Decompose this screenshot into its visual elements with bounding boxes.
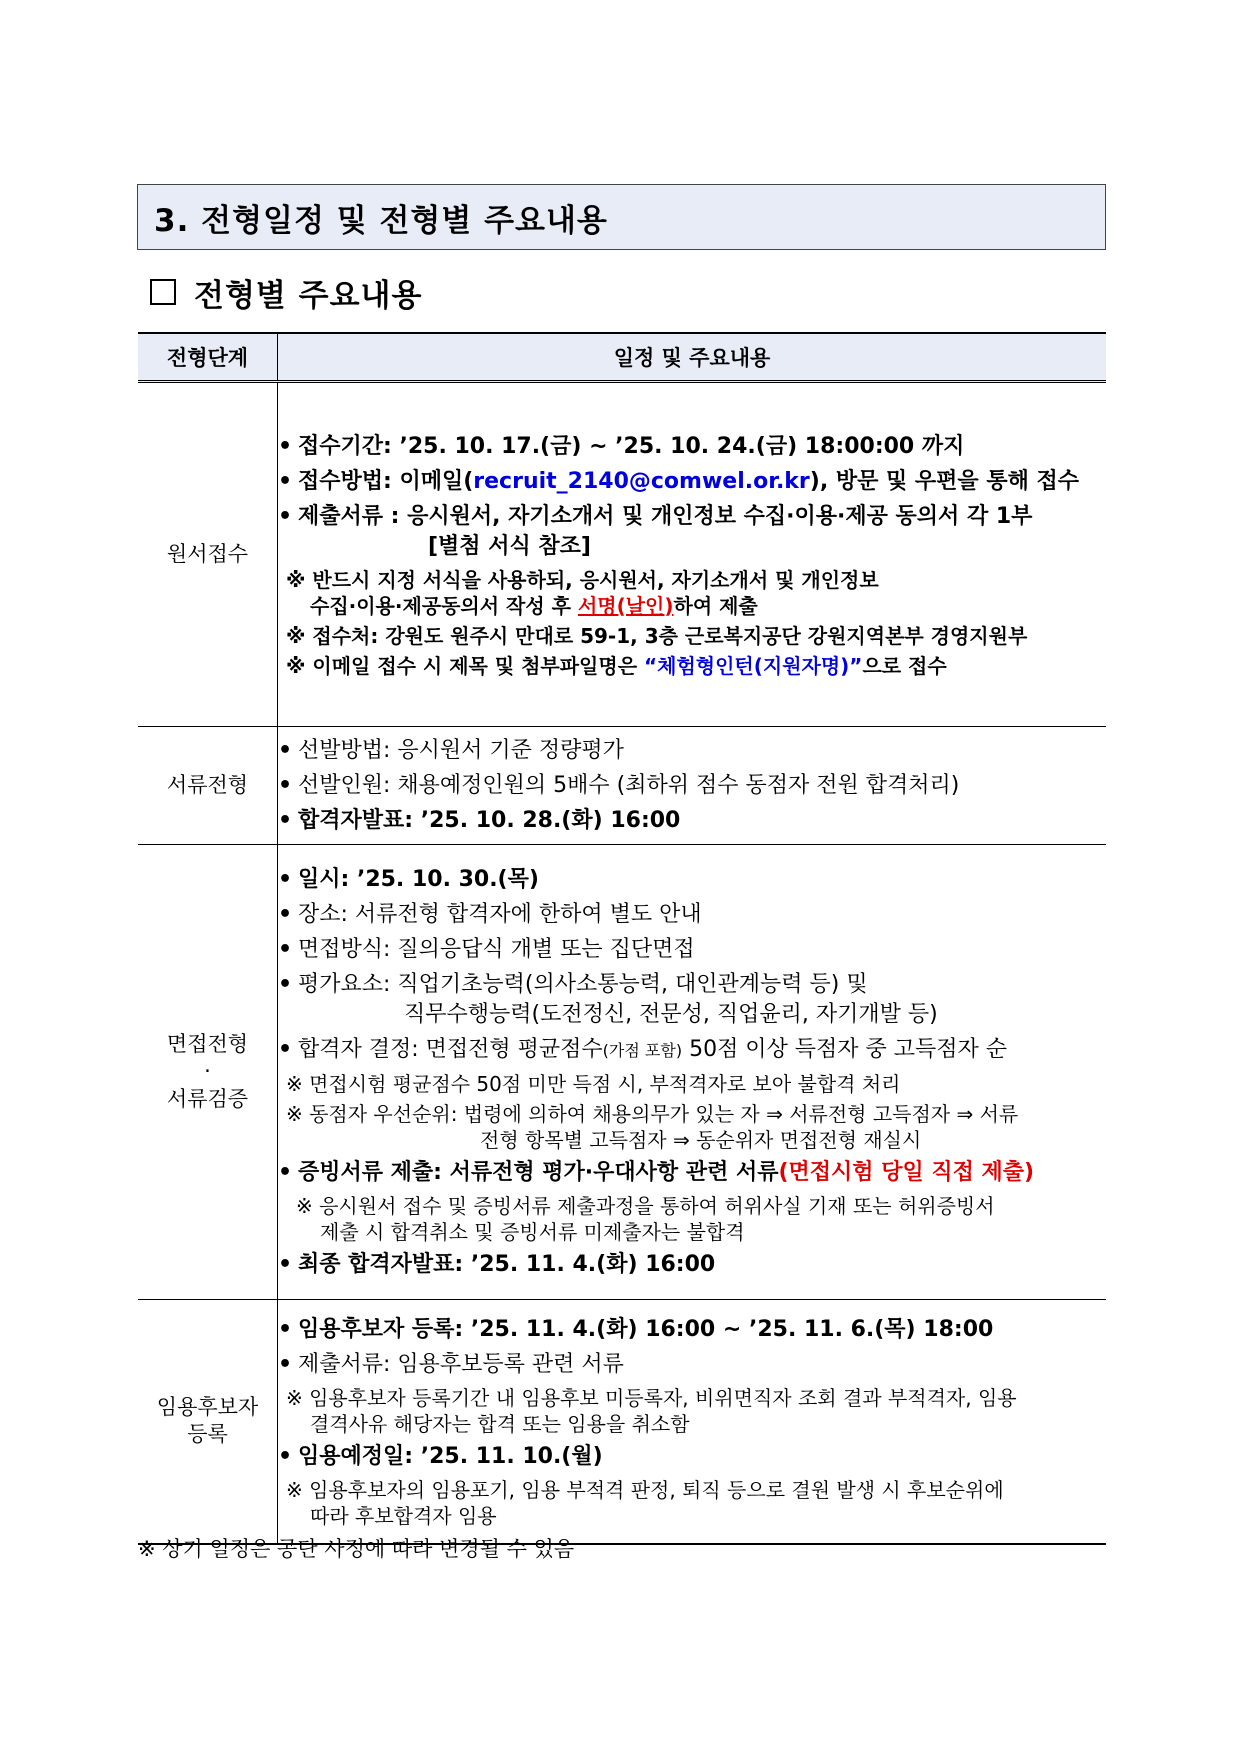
note1-suffix: 하여 제출 bbox=[673, 593, 758, 618]
interview-final: • 최종 합격자발표: ’25. 11. 4.(화) 16:00 bbox=[278, 1250, 1106, 1280]
note-tie-line1: ※ 동점자 우선순위: 법령에 의하여 채용의무가 있는 자 ⇒ 서류전형 고득점자 ⇒ 서류 bbox=[286, 1101, 1019, 1126]
registration-appoint: • 임용예정일: ’25. 11. 10.(월) bbox=[278, 1442, 1106, 1472]
footnote: ※ 상기 일정은 공단 사정에 따라 변경될 수 있음 bbox=[138, 1537, 575, 1561]
interview-type: • 면접방식: 질의응답식 개별 또는 집단면접 bbox=[278, 935, 1106, 965]
proof-highlight: (면접시험 당일 직접 제출) bbox=[778, 1159, 1035, 1185]
stage-registration-line2: 등록 bbox=[187, 1422, 228, 1447]
registration-period: • 임용후보자 등록: ’25. 11. 4.(화) 16:00 ~ ’25. 11. 6.(목) 18:00 bbox=[278, 1315, 1106, 1345]
table-row-application bbox=[138, 382, 1106, 727]
stage-interview-line2: 서류검증 bbox=[166, 1086, 249, 1111]
content-registration bbox=[278, 1300, 1107, 1544]
note-tie-line2: 전형 항목별 고득점자 ⇒ 동순위자 면접전형 재실시 bbox=[480, 1127, 922, 1152]
subheading bbox=[150, 268, 422, 316]
interview-note-tie bbox=[278, 1101, 1106, 1153]
note-false-line2: 제출 시 합격취소 및 증빙서류 미제출자는 불합격 bbox=[320, 1219, 745, 1244]
stage-application: 원서접수 bbox=[138, 382, 278, 727]
sign-highlight: 서명(날인) bbox=[577, 593, 674, 618]
stage-registration-line1: 임용후보자 bbox=[156, 1394, 259, 1419]
note-cancel-line1: ※ 임용후보자 등록기간 내 임용후보 미등록자, 비위면직자 조회 결과 부적격자, 임용 bbox=[286, 1385, 1017, 1410]
decision-small: (가점 포함) bbox=[602, 1040, 683, 1060]
screening-method: • 선발방법: 응시원서 기준 정량평가 bbox=[278, 736, 1106, 766]
stage-interview-line1: 면접전형 bbox=[166, 1032, 249, 1057]
header-content: 일정 및 주요내용 bbox=[278, 333, 1107, 382]
note-cancel-line2: 결격사유 해당자는 합격 또는 임용을 취소함 bbox=[310, 1411, 690, 1436]
note-vacancy-line1: ※ 임용후보자의 임용포기, 임용 부적격 판정, 퇴직 등으로 결원 발생 시 후보순위에 bbox=[286, 1477, 1004, 1502]
eval-line1: 평가요소: 직업기초능력(의사소통능력, 대인관계능력 등) 및 bbox=[298, 971, 868, 997]
table-row-registration bbox=[138, 1300, 1106, 1544]
note3-prefix: ※ 이메일 접수 시 제목 및 첨부파일명은 bbox=[286, 653, 644, 678]
note1-line1: ※ 반드시 지정 서식을 사용하되, 응시원서, 자기소개서 및 개인정보 bbox=[286, 567, 879, 592]
registration-note-vacancy bbox=[278, 1477, 1106, 1529]
interview-proof bbox=[278, 1158, 1106, 1188]
content-document-screening bbox=[278, 727, 1107, 845]
docs-line2: [별첨 서식 참조] bbox=[428, 533, 591, 559]
screening-announce: • 합격자발표: ’25. 10. 28.(화) 16:00 bbox=[278, 806, 1106, 836]
subject-highlight: “체험형인턴(지원자명)” bbox=[643, 653, 863, 678]
table-row-document-screening bbox=[138, 727, 1106, 845]
schedule-table bbox=[138, 332, 1106, 1545]
note-vacancy-line2: 따라 후보합격자 임용 bbox=[310, 1503, 497, 1528]
application-note2: ※ 접수처: 강원도 원주시 만대로 59-1, 3층 근로복지공단 강원지역본부 경영지원부 bbox=[286, 623, 1028, 648]
application-period: • 접수기간: ’25. 10. 17.(금) ~ ’25. 10. 24.(금) 18:00:00 까지 bbox=[278, 432, 1106, 462]
stage-interview-dot: · bbox=[204, 1059, 211, 1084]
note1-line2 bbox=[310, 593, 1106, 619]
interview-eval bbox=[278, 970, 1106, 1030]
application-note3 bbox=[278, 653, 1106, 679]
decision-prefix: 합격자 결정: 면접전형 평균점수 bbox=[298, 1036, 603, 1062]
eval-line2: 직무수행능력(도전정신, 전문성, 직업윤리, 자기개발 등) bbox=[404, 1001, 938, 1027]
stage-interview bbox=[138, 845, 278, 1300]
interview-place: • 장소: 서류전형 합격자에 한하여 별도 안내 bbox=[278, 900, 1106, 930]
application-note1 bbox=[278, 567, 1106, 619]
content-application bbox=[278, 382, 1107, 727]
subheading-text: 전형별 주요내용 bbox=[194, 277, 423, 314]
note-false-line1: ※ 응시원서 접수 및 증빙서류 제출과정을 통하여 허위사실 기재 또는 허위증빙서 bbox=[296, 1193, 995, 1218]
interview-note-fail: ※ 면접시험 평균점수 50점 미만 득점 시, 부적격자로 보아 불합격 처리 bbox=[286, 1071, 901, 1096]
method-prefix: 접수방법: 이메일( bbox=[298, 468, 474, 494]
docs-line1: 제출서류 : 응시원서, 자기소개서 및 개인정보 수집·이용·제공 동의서 각 1부 bbox=[298, 503, 1033, 529]
checkbox-icon bbox=[150, 279, 176, 305]
screening-count: • 선발인원: 채용예정인원의 5배수 (최하위 점수 동점자 전원 합격처리) bbox=[278, 771, 1106, 801]
stage-document-screening: 서류전형 bbox=[138, 727, 278, 845]
interview-note-false bbox=[278, 1193, 1106, 1245]
decision-suffix: 50점 이상 득점자 중 고득점자 순 bbox=[682, 1036, 1008, 1062]
method-suffix: ), 방문 및 우편을 통해 접수 bbox=[809, 468, 1080, 494]
note3-suffix: 으로 접수 bbox=[862, 653, 947, 678]
registration-docs: • 제출서류: 임용후보등록 관련 서류 bbox=[278, 1350, 1106, 1380]
stage-registration bbox=[138, 1300, 278, 1544]
content-interview bbox=[278, 845, 1107, 1300]
note1-prefix: 수집·이용·제공동의서 작성 후 bbox=[310, 593, 578, 618]
header-stage: 전형단계 bbox=[138, 333, 278, 382]
application-docs bbox=[278, 502, 1106, 562]
table-row-interview bbox=[138, 845, 1106, 1300]
proof-prefix: 증빙서류 제출: 서류전형 평가·우대사항 관련 서류 bbox=[298, 1159, 779, 1185]
interview-decision bbox=[278, 1035, 1106, 1066]
email-link[interactable]: recruit_2140@comwel.or.kr bbox=[473, 468, 810, 494]
interview-date: • 일시: ’25. 10. 30.(목) bbox=[278, 865, 1106, 895]
table-header-row bbox=[138, 333, 1106, 382]
registration-note-cancel bbox=[278, 1385, 1106, 1437]
section-header: 3. 전형일정 및 전형별 주요내용 bbox=[137, 184, 1106, 250]
application-method bbox=[278, 467, 1106, 497]
